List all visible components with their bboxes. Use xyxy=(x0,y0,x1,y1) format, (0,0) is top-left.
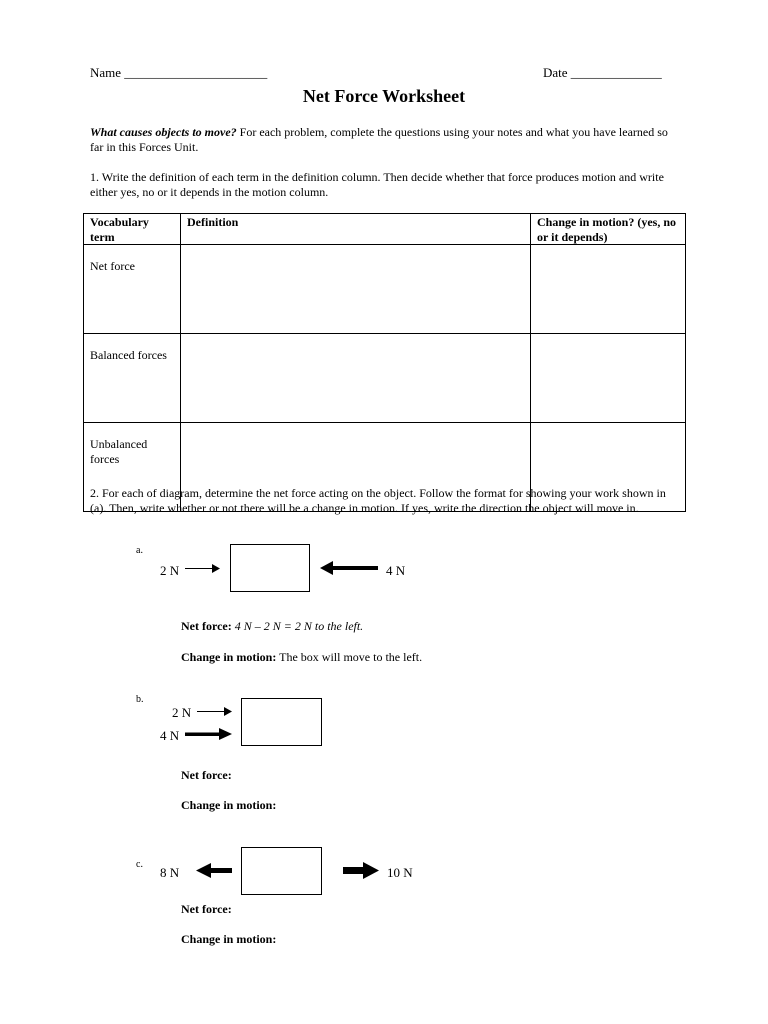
thin-arrow-right-icon xyxy=(197,711,225,712)
arrowhead-right-icon xyxy=(224,707,232,716)
problem-b-change-label: Change in motion: xyxy=(181,798,277,812)
name-label: Name xyxy=(90,65,122,80)
question-1-text: 1. Write the definition of each term in the definition column. Then decide whether that force produces motion and write either yes, no or it depends in the motion column. xyxy=(90,170,664,199)
page-title: Net Force Worksheet xyxy=(302,86,466,106)
date-blank[interactable]: ______________ xyxy=(570,65,662,80)
problem-a-label: a. xyxy=(136,545,143,556)
date-line[interactable] xyxy=(543,65,662,81)
thick-arrow-right-icon xyxy=(185,728,232,740)
column-header-motion: Change in motion? (yes, no or it depends) xyxy=(531,214,686,245)
definition-cell[interactable] xyxy=(181,245,531,334)
intro-paragraph xyxy=(90,125,680,154)
thick-arrow-left-icon xyxy=(196,863,232,878)
name-blank[interactable]: ______________________ xyxy=(124,65,268,80)
problem-b-top-force: 2 N xyxy=(172,705,192,720)
change-answer: The box will move to the left. xyxy=(279,650,423,664)
problem-c-left-force: 8 N xyxy=(160,865,180,880)
problem-c-label: c. xyxy=(136,859,143,870)
column-header-term: Vocabulary term xyxy=(84,214,181,245)
intro-question: What causes objects to move? xyxy=(90,125,237,139)
thin-arrow-right-icon xyxy=(185,568,213,569)
change-label: Change in motion: xyxy=(181,650,277,664)
problem-b-net-force-label: Net force: xyxy=(181,768,232,782)
arrowhead-right-icon xyxy=(212,564,220,573)
name-line[interactable] xyxy=(90,65,267,81)
problem-b-bottom-force: 4 N xyxy=(160,728,180,743)
term-cell: Balanced forces xyxy=(84,334,181,423)
term-cell: Net force xyxy=(84,245,181,334)
box-object-c xyxy=(241,847,322,895)
term-cell: Unbalanced forces xyxy=(84,423,181,512)
problem-a-right-force: 4 N xyxy=(386,563,406,578)
table-header-row xyxy=(84,214,686,245)
problem-a-change xyxy=(181,650,422,665)
table-row xyxy=(84,245,686,334)
thick-arrow-right-icon xyxy=(343,862,379,879)
problem-c-right-force: 10 N xyxy=(387,865,413,880)
thick-arrow-left-icon xyxy=(320,561,378,575)
net-force-label: Net force: xyxy=(181,619,232,633)
box-object-a xyxy=(230,544,310,592)
problem-a-net-force xyxy=(181,619,363,634)
motion-cell[interactable] xyxy=(531,334,686,423)
net-force-answer: 4 N – 2 N = 2 N to the left. xyxy=(234,619,364,633)
definition-cell[interactable] xyxy=(181,334,531,423)
problem-b-label: b. xyxy=(136,694,144,705)
intro-text: For each problem, complete the questions using your notes and what you have learned so far in this Forces Unit. xyxy=(90,125,668,154)
date-label: Date xyxy=(543,65,568,80)
question-2-text: 2. For each of diagram, determine the net force acting on the object. Follow the format for showing your work shown in (a). Then, write whether or not there will be a change in motion. If yes, write the direction the object will move in. xyxy=(90,486,666,515)
box-object-b xyxy=(241,698,322,746)
problem-a-left-force: 2 N xyxy=(160,563,180,578)
problem-c-change-label: Change in motion: xyxy=(181,932,277,946)
motion-cell[interactable] xyxy=(531,245,686,334)
table-row xyxy=(84,334,686,423)
problem-c-net-force-label: Net force: xyxy=(181,902,232,916)
vocabulary-table xyxy=(83,213,686,512)
column-header-definition: Definition xyxy=(181,214,531,245)
